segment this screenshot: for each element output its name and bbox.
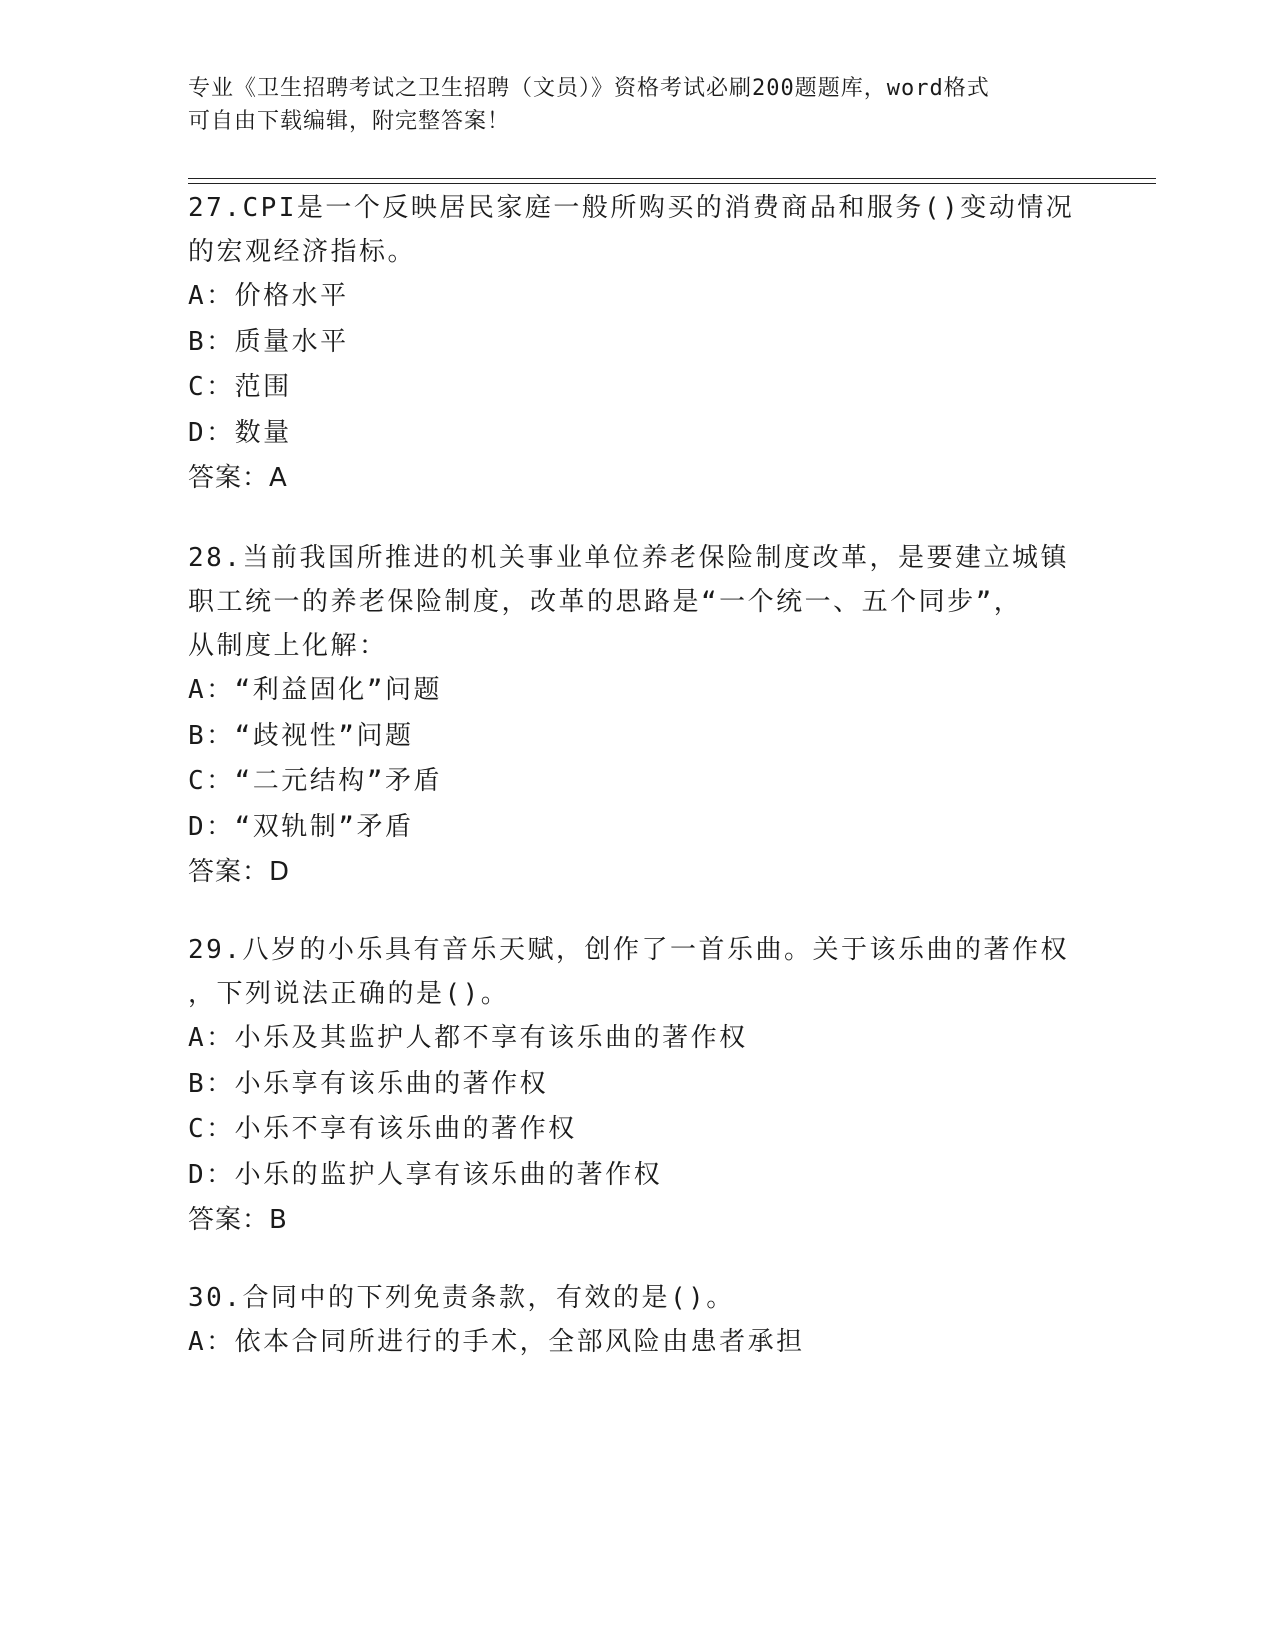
question-stem-line: 职工统一的养老保险制度，改革的思路是“一个统一、五个同步”， [188,587,1023,617]
question-stem-line: 从制度上化解： [188,631,388,661]
question-stem-line: ，下列说法正确的是()。 [188,979,510,1009]
question-stem-line: 28.当前我国所推进的机关事业单位养老保险制度改革，是要建立城镇 [188,543,1069,573]
option-a: A：价格水平 [188,281,349,311]
question-stem-line: 的宏观经济指标。 [188,237,417,267]
option-a: A：小乐及其监护人都不享有该乐曲的著作权 [188,1023,748,1053]
option-d: D：“双轨制”矛盾 [188,811,414,842]
option-c: C：小乐不享有该乐曲的著作权 [188,1114,577,1144]
document-header [188,72,1088,138]
option-b: B：小乐享有该乐曲的著作权 [188,1068,549,1099]
option-d: D：小乐的监护人享有该乐曲的著作权 [188,1159,663,1190]
answer: 答案：D [188,857,291,887]
header-line-2: 可自由下载编辑，附完整答案！ [188,109,511,134]
option-d: D：数量 [188,417,292,448]
header-divider-bottom [188,183,1156,184]
option-a: A：依本合同所进行的手术，全部风险由患者承担 [188,1327,805,1357]
question-28 [188,536,1088,895]
header-line-1: 专业《卫生招聘考试之卫生招聘（文员）》资格考试必刷200题题库，word格式 [188,76,990,101]
option-b: B：“歧视性”问题 [188,720,414,751]
question-stem-line: 29.八岁的小乐具有音乐天赋，创作了一首乐曲。关于该乐曲的著作权 [188,935,1069,965]
question-27 [188,186,1088,501]
option-c: C：“二元结构”矛盾 [188,766,442,796]
option-a: A：“利益固化”问题 [188,675,442,705]
question-29 [188,928,1088,1243]
answer: 答案：B [188,1205,288,1235]
option-c: C：范围 [188,372,292,402]
option-b: B：质量水平 [188,326,349,357]
question-30 [188,1276,1088,1366]
header-divider-top [188,178,1156,179]
question-stem-line: 30.合同中的下列免责条款，有效的是()。 [188,1283,735,1313]
answer: 答案：A [188,463,288,493]
question-stem-line: 27.CPI是一个反映居民家庭一般所购买的消费商品和服务()变动情况 [188,193,1075,223]
